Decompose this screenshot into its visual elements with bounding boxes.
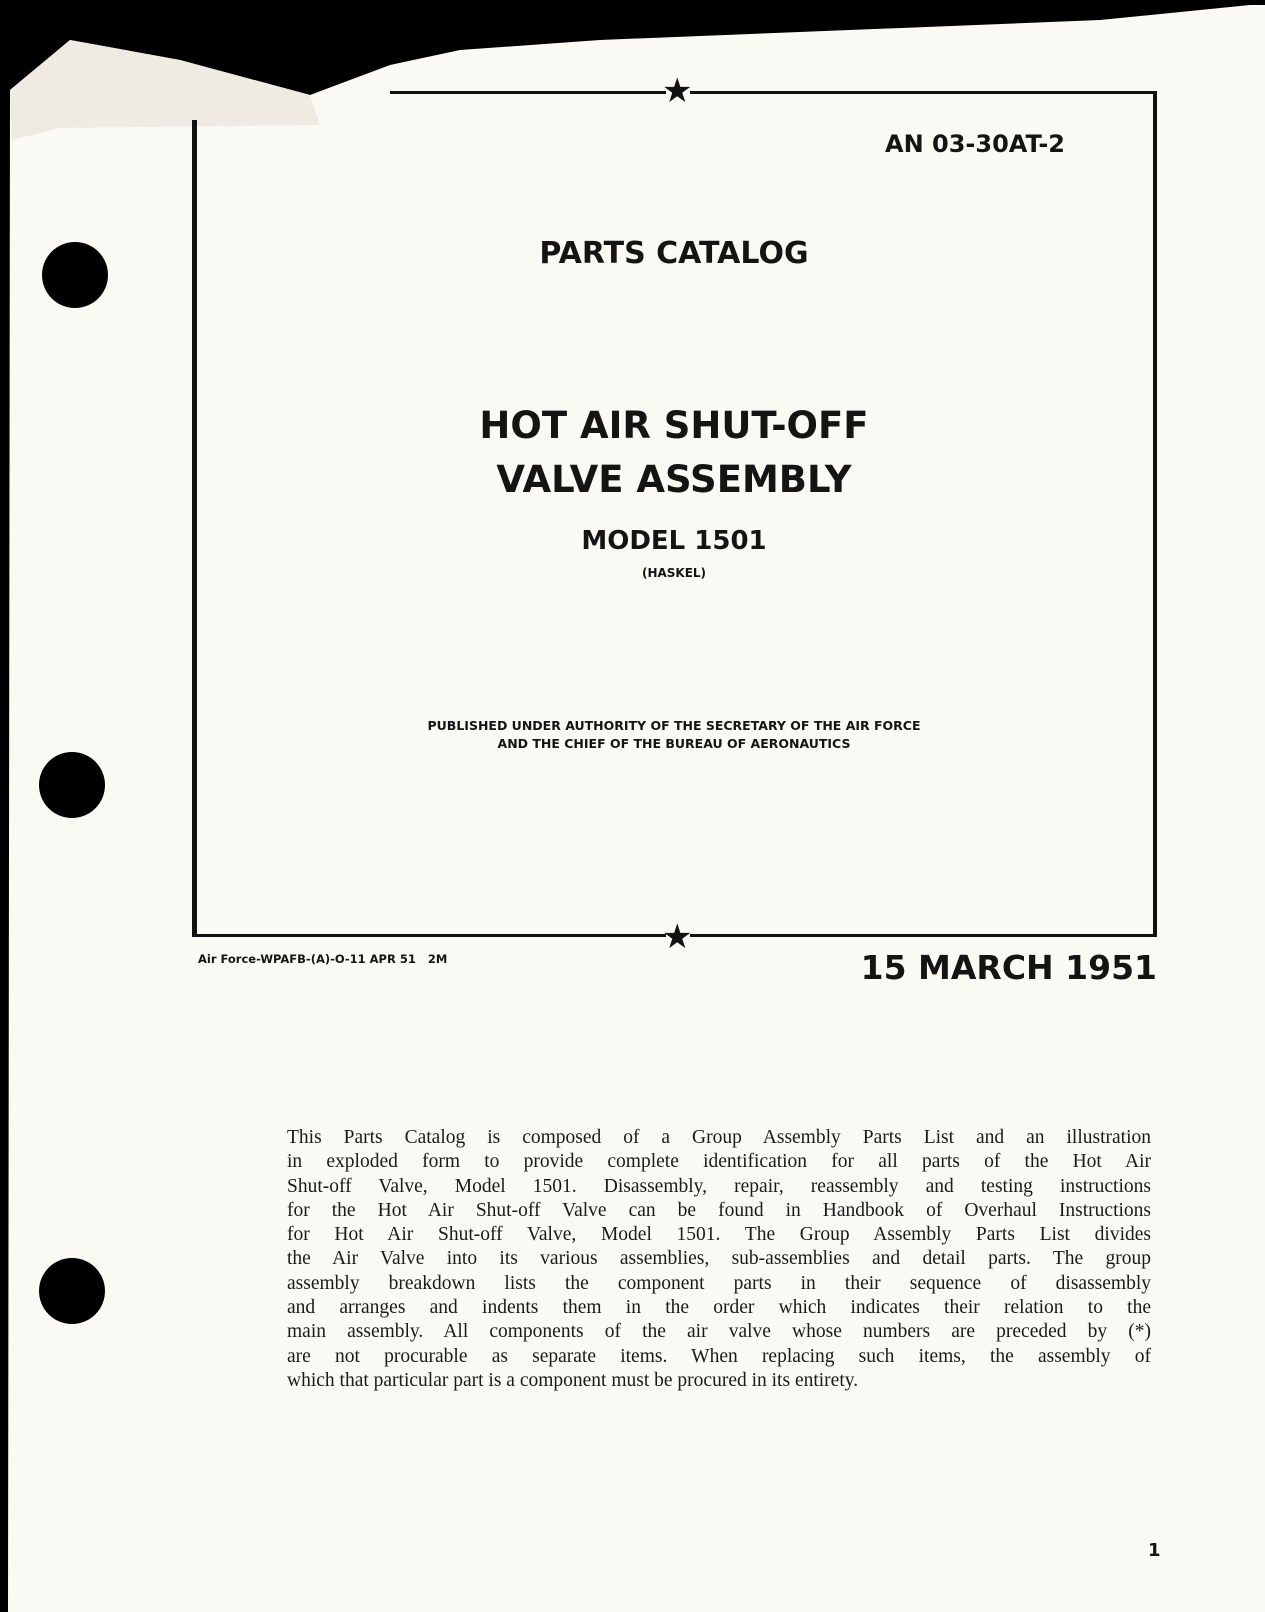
paragraph-line: assembly breakdown lists the component parts in their sequence of disassembly <box>287 1272 1151 1294</box>
punch-hole <box>39 1258 105 1324</box>
star-icon: ★ <box>662 917 693 957</box>
paragraph-line: Shut-off Valve, Model 1501. Disassembly, repair, reassembly and testing instructions <box>287 1175 1151 1197</box>
star-icon: ★ <box>662 71 693 111</box>
publication-date: 15 MARCH 1951 <box>860 948 1157 987</box>
document-number: AN 03-30AT-2 <box>885 130 1065 158</box>
title-line-2: VALVE ASSEMBLY <box>496 458 852 501</box>
paragraph-line: for the Hot Air Shut-off Valve can be found in Handbook of Overhaul Instructions <box>287 1199 1151 1221</box>
paragraph-line: and arranges and indents them in the order which indicates their relation to the <box>287 1297 1151 1319</box>
punch-hole <box>42 242 108 308</box>
intro-paragraph <box>287 1126 1151 1393</box>
paragraph-line: in exploded form to provide complete identification for all parts of the Hot Air <box>287 1151 1151 1173</box>
manufacturer: (HASKEL) <box>641 566 707 580</box>
title-line-1: HOT AIR SHUT-OFF <box>479 404 869 447</box>
model-number: MODEL 1501 <box>581 526 767 556</box>
catalog-heading: PARTS CATALOG <box>539 236 809 271</box>
punch-hole <box>39 752 105 818</box>
paragraph-line: main assembly. All components of the air valve whose numbers are preceded by (*) <box>287 1321 1151 1343</box>
authority-line-2: AND THE CHIEF OF THE BUREAU OF AERONAUTICS <box>497 736 851 751</box>
print-code: Air Force-WPAFB-(A)-O-11 APR 51 2M <box>198 952 448 966</box>
paragraph-line: the Air Valve into its various assemblies, sub-assemblies and detail parts. The group <box>287 1248 1151 1270</box>
authority-line-1: PUBLISHED UNDER AUTHORITY OF THE SECRETARY OF THE AIR FORCE <box>427 718 921 733</box>
paragraph-line: are not procurable as separate items. When replacing such items, the assembly of <box>287 1345 1151 1367</box>
paragraph-line: This Parts Catalog is composed of a Group Assembly Parts List and an illustration <box>287 1127 1151 1148</box>
page-number: 1 <box>1148 1540 1161 1561</box>
paragraph-line: which that particular part is a component must be procured in its entirety. <box>287 1369 859 1391</box>
paragraph-line: for Hot Air Shut-off Valve, Model 1501. The Group Assembly Parts List divides <box>287 1224 1151 1246</box>
